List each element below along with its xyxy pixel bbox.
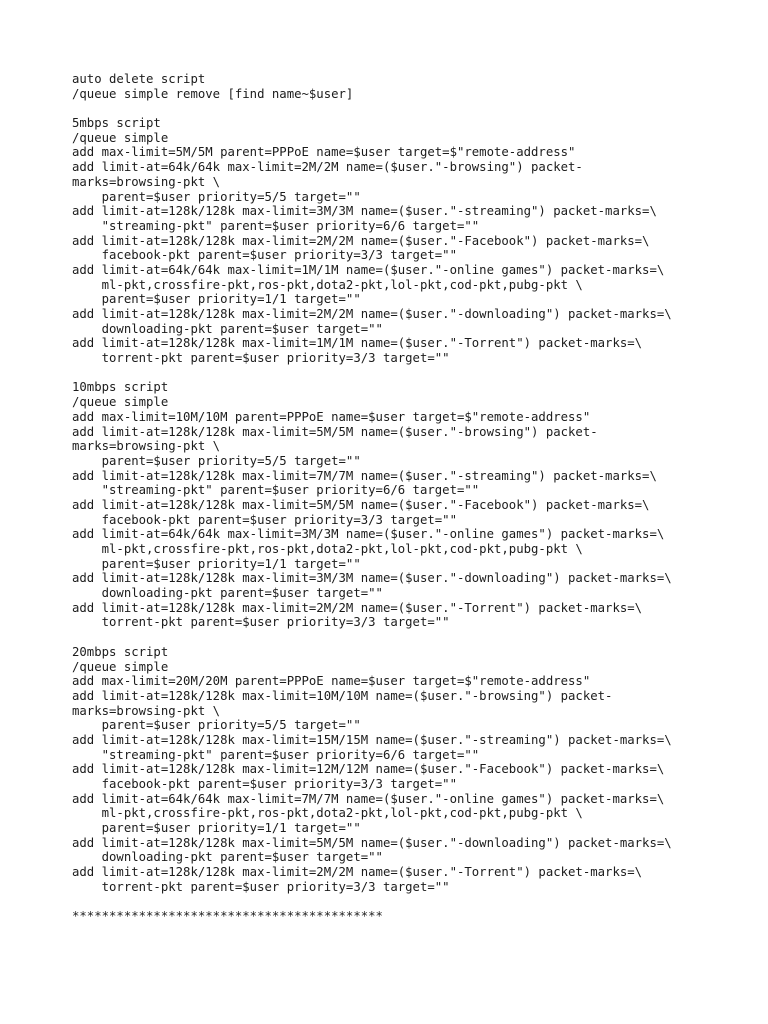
code-line: /queue simple [72,130,169,145]
script-block-20mbps [72,645,732,895]
asterisk-separator-block [72,909,732,924]
code-line: add limit-at=128k/128k max-limit=12M/12M name=($user."-Facebook") packet-marks=\ [72,762,665,777]
code-line: parent=$user priority=1/1 target="" [72,292,361,307]
code-line: add max-limit=5M/5M parent=PPPoE name=$user target=$"remote-address" [72,145,576,160]
code-line: marks=browsing-pkt \ [72,703,221,718]
document-page [72,72,732,924]
code-line: add limit-at=128k/128k max-limit=3M/3M name=($user."-streaming") packet-marks=\ [72,204,657,219]
code-line: parent=$user priority=1/1 target="" [72,821,361,836]
code-line: torrent-pkt parent=$user priority=3/3 target="" [72,879,450,894]
code-line: marks=browsing-pkt \ [72,439,221,454]
code-line: downloading-pkt parent=$user target="" [72,850,383,865]
code-line: ml-pkt,crossfire-pkt,ros-pkt,dota2-pkt,lol-pkt,cod-pkt,pubg-pkt \ [72,806,583,821]
code-line: add limit-at=64k/64k max-limit=1M/1M name=($user."-online games") packet-marks=\ [72,262,665,277]
code-line: add max-limit=20M/20M parent=PPPoE name=$user target=$"remote-address" [72,674,591,689]
code-line: add limit-at=128k/128k max-limit=2M/2M name=($user."-Torrent") packet-marks=\ [72,600,643,615]
code-line: add limit-at=128k/128k max-limit=5M/5M name=($user."-downloading") packet-marks=\ [72,835,672,850]
block-heading: 20mbps script [72,644,169,659]
block-heading: auto delete script [72,72,206,86]
code-line: add limit-at=128k/128k max-limit=5M/5M name=($user."-browsing") packet- [72,424,598,439]
code-line: add limit-at=64k/64k max-limit=7M/7M name=($user."-online games") packet-marks=\ [72,791,665,806]
code-line: add limit-at=128k/128k max-limit=7M/7M name=($user."-streaming") packet-marks=\ [72,468,657,483]
code-line: parent=$user priority=5/5 target="" [72,453,361,468]
code-line: add limit-at=128k/128k max-limit=1M/1M name=($user."-Torrent") packet-marks=\ [72,336,643,351]
code-line: add limit-at=128k/128k max-limit=2M/2M name=($user."-downloading") packet-marks=\ [72,307,672,321]
code-line: add limit-at=128k/128k max-limit=5M/5M name=($user."-Facebook") packet-marks=\ [72,497,650,512]
code-line: add limit-at=64k/64k max-limit=2M/2M name=($user."-browsing") packet- [72,160,583,175]
block-heading: 5mbps script [72,116,161,131]
script-block-auto-delete [72,72,732,101]
code-line: facebook-pkt parent=$user priority=3/3 target="" [72,512,457,527]
code-line: parent=$user priority=1/1 target="" [72,556,361,571]
code-line: ml-pkt,crossfire-pkt,ros-pkt,dota2-pkt,lol-pkt,cod-pkt,pubg-pkt \ [72,542,583,556]
code-line: add limit-at=128k/128k max-limit=2M/2M name=($user."-Facebook") packet-marks=\ [72,233,650,248]
asterisk-separator: ****************************************** [72,909,383,924]
code-line: facebook-pkt parent=$user priority=3/3 target="" [72,777,457,791]
code-line: "streaming-pkt" parent=$user priority=6/6 target="" [72,483,480,498]
code-line: torrent-pkt parent=$user priority=3/3 target="" [72,351,450,366]
code-line: /queue simple remove [find name~$user] [72,86,354,101]
code-line: add limit-at=64k/64k max-limit=3M/3M name=($user."-online games") packet-marks=\ [72,527,665,542]
code-line: add max-limit=10M/10M parent=PPPoE name=$user target=$"remote-address" [72,409,591,424]
code-line: /queue simple [72,659,169,674]
code-line: "streaming-pkt" parent=$user priority=6/6 target="" [72,747,480,762]
code-line: "streaming-pkt" parent=$user priority=6/6 target="" [72,218,480,233]
code-line: downloading-pkt parent=$user target="" [72,321,383,336]
code-line: add limit-at=128k/128k max-limit=10M/10M name=($user."-browsing") packet- [72,688,613,703]
code-line: parent=$user priority=5/5 target="" [72,718,361,733]
blank-line [72,630,732,645]
code-line: add limit-at=128k/128k max-limit=3M/3M name=($user."-downloading") packet-marks=\ [72,571,672,586]
code-line: add limit-at=128k/128k max-limit=2M/2M name=($user."-Torrent") packet-marks=\ [72,865,643,880]
code-line: ml-pkt,crossfire-pkt,ros-pkt,dota2-pkt,lol-pkt,cod-pkt,pubg-pkt \ [72,277,583,292]
blank-line [72,366,732,381]
script-block-10mbps [72,380,732,630]
code-line: downloading-pkt parent=$user target="" [72,586,383,601]
blank-line [72,101,732,116]
block-heading: 10mbps script [72,380,169,395]
code-line: torrent-pkt parent=$user priority=3/3 target="" [72,615,450,630]
blank-line [72,895,732,910]
code-line: /queue simple [72,395,169,410]
code-line: facebook-pkt parent=$user priority=3/3 target="" [72,248,457,263]
script-block-5mbps [72,116,732,366]
code-line: marks=browsing-pkt \ [72,174,221,189]
code-line: parent=$user priority=5/5 target="" [72,189,361,204]
code-line: add limit-at=128k/128k max-limit=15M/15M name=($user."-streaming") packet-marks=\ [72,732,672,747]
